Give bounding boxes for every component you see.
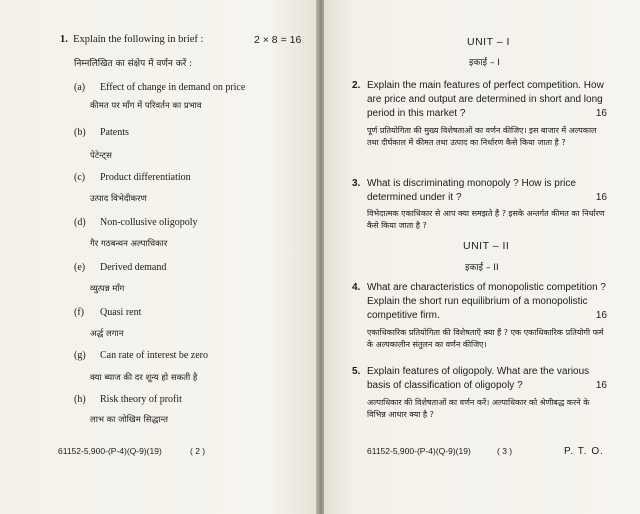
item-hindi: गैर गठबन्धन अल्पाधिकार — [90, 239, 168, 249]
question-3 — [352, 177, 607, 205]
item-hindi: कीमत पर माँग में परिवर्तन का प्रभाव — [90, 101, 202, 111]
question-1-text: Explain the following in brief : — [73, 34, 204, 45]
unit-2-hindi: इकाई – II — [465, 263, 499, 273]
item-hindi: क्या ब्याज की दर शून्य हो सकती है — [90, 373, 198, 383]
footer-code: 61152-5,900-(P-4)(Q-9)(19) — [367, 446, 471, 456]
page-number: ( 3 ) — [497, 446, 513, 456]
question-marks: 16 — [595, 108, 607, 119]
item-text: Can rate of interest be zero — [100, 350, 209, 361]
question-2-hindi: पूर्ण प्रतियोगिता की मुख्य विशेषताओं का वर्णन कीजिए। इस बाजार में अल्पकाल तथा दीर्घकाल में कीमत तथा उत्पाद का निर्धारण कैसे किया जाता है ? — [367, 126, 597, 147]
item-letter: (f) — [74, 307, 84, 318]
left-page — [0, 0, 318, 514]
item-hindi: पेटेन्ट्स — [90, 151, 112, 161]
item-text: Quasi rent — [100, 307, 142, 318]
question-text: Explain features of oligopoly. What are the various basis of classification of oligopoly ? — [367, 366, 590, 391]
question-1-number: 1. — [60, 34, 68, 45]
question-number: 4. — [352, 282, 361, 293]
item-hindi: अर्द्ध लगान — [90, 329, 124, 339]
question-4 — [352, 281, 607, 323]
question-text: Explain the main features of perfect competition. How are price and output are determined in short and long period in this market ? — [367, 80, 604, 119]
item-hindi: व्युत्पन्न माँग — [90, 284, 125, 294]
question-3-hindi: विभेदात्मक एकाधिकार से आप क्या समझते हैं ? इसके अन्तर्गत कीमत का निर्धारण कैसे किया जाता है ? — [367, 209, 605, 230]
question-text: What is discriminating monopoly ? How is price determined under it ? — [367, 178, 576, 203]
item-letter: (b) — [74, 127, 86, 138]
pto-label: P. T. O. — [564, 446, 604, 457]
page-number: ( 2 ) — [190, 446, 206, 456]
item-text: Patents — [100, 127, 129, 138]
unit-1-hindi: इकाई – I — [469, 58, 500, 68]
item-hindi: लाभ का जोखिम सिद्धान्त — [90, 415, 168, 425]
question-number: 5. — [352, 366, 361, 377]
question-2 — [352, 79, 607, 121]
question-text: What are characteristics of monopolistic competition ? Explain the short run equilibrium of a monopolistic competitive firm. — [367, 282, 606, 321]
item-letter: (d) — [74, 217, 86, 228]
question-1-title — [60, 34, 203, 45]
footer-code: 61152-5,900-(P-4)(Q-9)(19) — [58, 446, 162, 456]
question-1-hindi: निम्नलिखित का संक्षेप में वर्णन करें : — [74, 59, 193, 69]
item-letter: (c) — [74, 172, 86, 183]
item-letter: (h) — [74, 394, 86, 405]
question-1-marks: 2 × 8 = 16 — [254, 34, 302, 46]
question-marks: 16 — [595, 380, 607, 391]
question-number: 3. — [352, 178, 361, 189]
item-text: Non-collusive oligopoly — [100, 217, 198, 228]
item-text: Product differentiation — [100, 172, 191, 183]
unit-2-heading: UNIT – II — [463, 240, 510, 252]
item-text: Risk theory of profit — [100, 394, 182, 405]
item-hindi: उत्पाद विभेदीकरण — [90, 194, 147, 204]
right-page — [324, 0, 640, 514]
item-text: Derived demand — [100, 262, 167, 273]
unit-1-heading: UNIT – I — [467, 36, 510, 48]
item-letter: (e) — [74, 262, 86, 273]
item-letter: (a) — [74, 82, 86, 93]
question-5 — [352, 365, 607, 393]
question-5-hindi: अल्पाधिकार की विशेषताओं का वर्णन करें। अल्पाधिकार को श्रेणीबद्ध करने के विभिन्न आधार क्या है ? — [367, 398, 590, 419]
item-text: Effect of change in demand on price — [100, 82, 246, 93]
question-4-hindi: एकाधिकारिक प्रतियोगिता की विशेषताएँ क्या हैं ? एक एकाधिकारिक प्रतियोगी फर्म के अल्पकालीन संतुलन का वर्णन कीजिए। — [367, 328, 604, 349]
question-marks: 16 — [595, 310, 607, 321]
item-letter: (g) — [74, 350, 86, 361]
question-marks: 16 — [595, 192, 607, 203]
question-number: 2. — [352, 80, 361, 91]
